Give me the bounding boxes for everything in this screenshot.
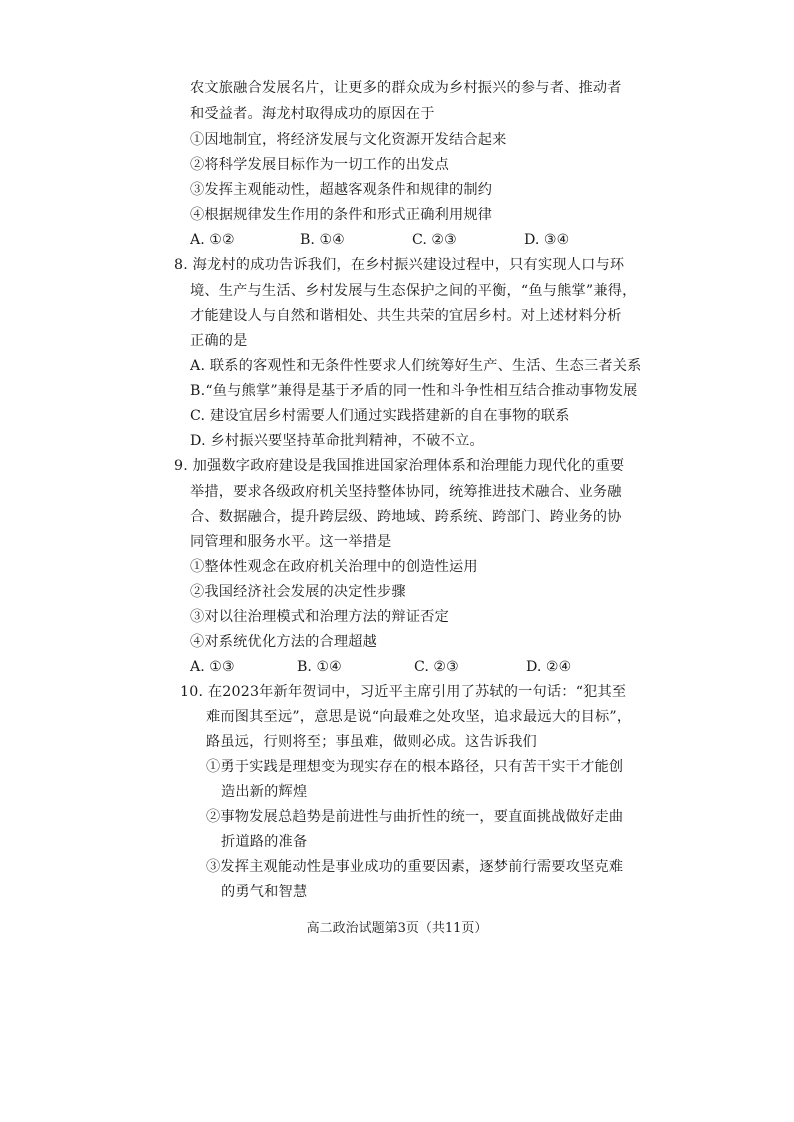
q9-statement-4: ④对系统优化方法的合理超越 xyxy=(190,634,378,650)
q7-statement-2: ②将科学发展目标作为一切工作的出发点 xyxy=(190,157,449,173)
page-footer: 高二政治试题第3页（共11页） xyxy=(306,921,488,936)
q8-stem-line-3: 才能建设人与自然和谐相处、共生共荣的宜居乡村。对上述材料分析 xyxy=(190,308,622,324)
q9-option-c: C. ②③ xyxy=(414,659,459,675)
q8-option-b: B.“鱼与熊掌”兼得是基于矛盾的同一性和斗争性相互结合推动事物发展 xyxy=(190,383,638,399)
q9-statement-1: ①整体性观念在政府机关治理中的创造性运用 xyxy=(190,559,478,575)
q10-statement-3-line-1: ③发挥主观能动性是事业成功的重要因素，逐梦前行需要攻坚克难 xyxy=(206,859,624,875)
q7-option-a: A. ①② xyxy=(190,232,235,248)
q7-statement-3: ③发挥主观能动性，超越客观条件和规律的制约 xyxy=(190,182,493,198)
q9-stem-line-2: 举措，要求各级政府机关坚持整体协同，统筹推进技术融合、业务融 xyxy=(190,484,622,500)
q7-option-c: C. ②③ xyxy=(412,232,457,248)
q10-stem-line-1: 10. 在2023年新年贺词中，习近平主席引用了苏轼的一句话：“犯其至 xyxy=(180,684,627,700)
q8-option-c: C. 建设宜居乡村需要人们通过实践搭建新的自在事物的联系 xyxy=(190,408,570,424)
q8-option-a: A. 联系的客观性和无条件性要求人们统筹好生产、生活、生态三者关系 xyxy=(190,358,642,374)
q10-statement-3-line-2: 的勇气和智慧 xyxy=(221,884,308,900)
q9-option-d: D. ②④ xyxy=(526,659,572,675)
q10-statement-1-line-1: ①勇于实践是理想变为现实存在的根本路径，只有苦干实干才能创 xyxy=(206,759,624,775)
q10-statement-2-line-2: 折道路的准备 xyxy=(221,834,308,850)
q7-option-d: D. ③④ xyxy=(524,232,570,248)
q9-stem-line-1: 9. 加强数字政府建设是我国推进国家治理体系和治理能力现代化的重要 xyxy=(174,458,625,474)
q8-stem-line-2: 境、生产与生活、乡村发展与生态保护之间的平衡，“鱼与熊掌”兼得， xyxy=(190,283,637,299)
q9-option-b: B. ①④ xyxy=(297,659,342,675)
q8-option-d: D. 乡村振兴要坚持革命批判精神，不破不立。 xyxy=(190,433,484,449)
q9-statement-3: ③对以往治理模式和治理方法的辩证否定 xyxy=(190,609,449,625)
q9-stem-line-3: 合、数据融合，提升跨层级、跨地域、跨系统、跨部门、跨业务的协 xyxy=(190,509,622,525)
q10-statement-2-line-1: ②事物发展总趋势是前进性与曲折性的统一，要直面挑战做好走曲 xyxy=(206,809,624,825)
q8-stem-line-4: 正确的是 xyxy=(190,333,248,349)
q7-statement-4: ④根据规律发生作用的条件和形式正确利用规律 xyxy=(190,207,493,223)
q9-option-a: A. ①③ xyxy=(190,659,235,675)
q10-statement-1-line-2: 造出新的辉煌 xyxy=(221,784,308,800)
q9-stem-line-4: 同管理和服务水平。这一举措是 xyxy=(190,534,392,550)
q7-stem-line-2: 和受益者。海龙村取得成功的原因在于 xyxy=(190,106,435,122)
q7-stem-line-1: 农文旅融合发展名片，让更多的群众成为乡村振兴的参与者、推动者 xyxy=(190,80,622,96)
q10-stem-line-2: 难而图其至远”，意思是说“向最难之处攻坚，追求最远大的目标”， xyxy=(206,709,632,725)
q7-statement-1: ①因地制宜，将经济发展与文化资源开发结合起来 xyxy=(190,132,507,148)
q8-stem-line-1: 8. 海龙村的成功告诉我们，在乡村振兴建设过程中，只有实现人口与环 xyxy=(174,257,625,273)
q7-option-b: B. ①④ xyxy=(300,232,345,248)
q10-stem-line-3: 路虽远，行则将至；事虽难，做则必成。这告诉我们 xyxy=(206,734,537,750)
q9-statement-2: ②我国经济社会发展的决定性步骤 xyxy=(190,584,406,600)
